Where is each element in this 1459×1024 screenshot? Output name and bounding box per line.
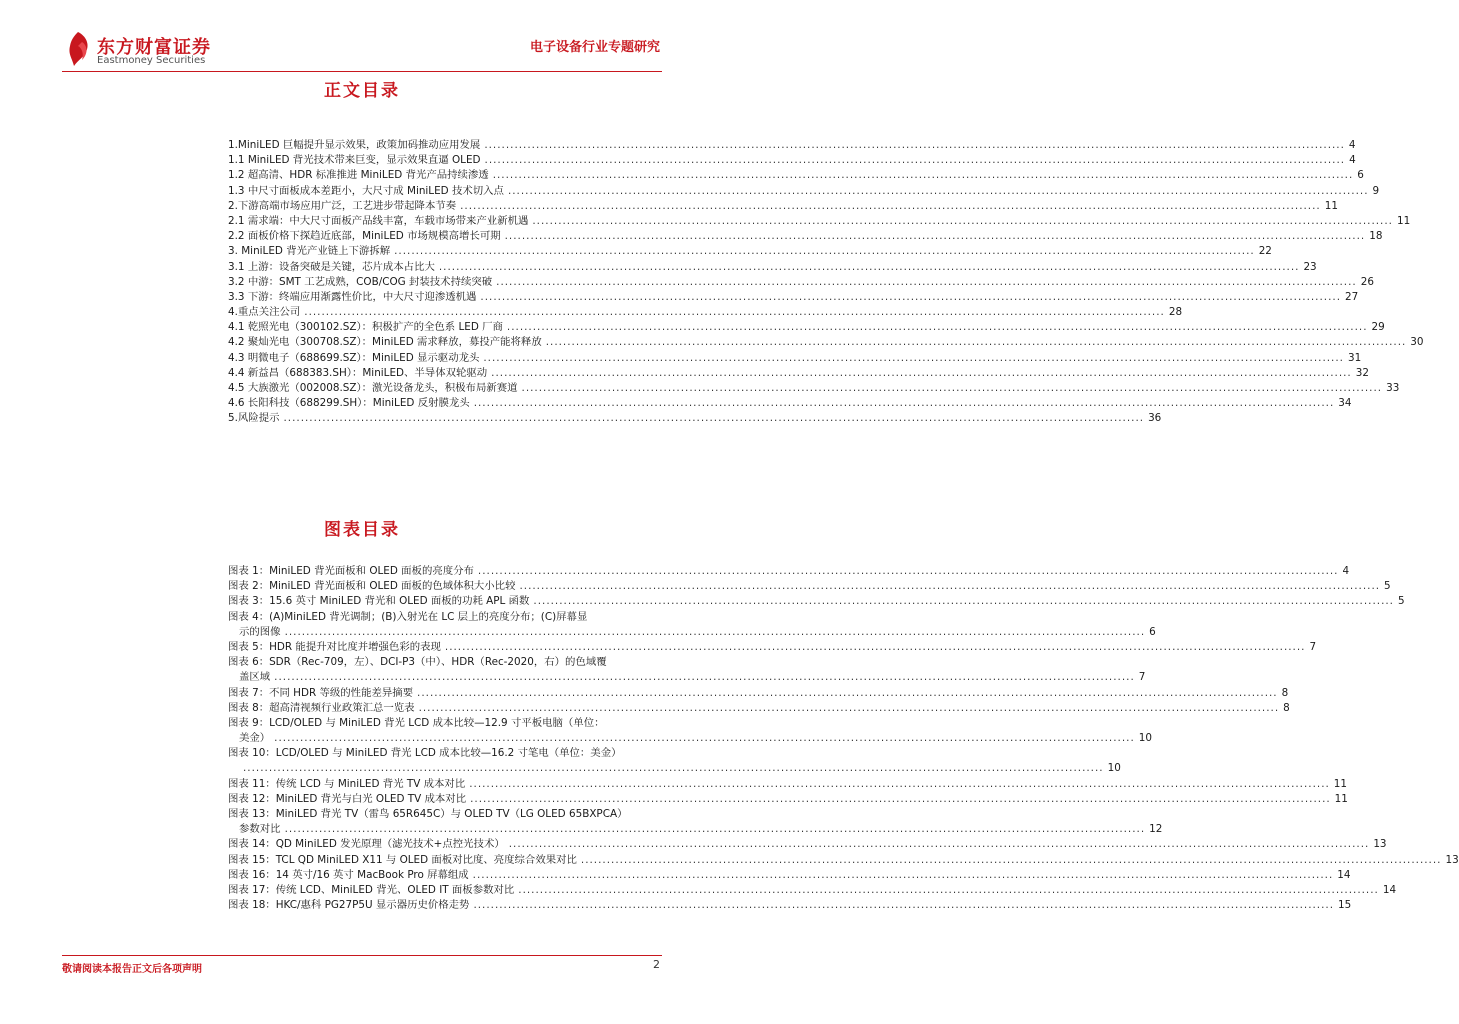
footer-divider: [62, 955, 662, 956]
toc-entry-text: 3. MiniLED 背光产业链上下游拆解: [228, 245, 391, 258]
toc-entry-page: 9: [1372, 184, 1380, 197]
toc-leader-dots: ........................................................................................................................................................................................................: [274, 732, 1135, 745]
toc-entry[interactable]: [228, 564, 1350, 579]
toc-entry[interactable]: [228, 290, 1359, 305]
toc-entry[interactable]: [228, 777, 1348, 792]
toc-entry-text: 4.1 乾照光电（300102.SZ）：积极扩产的全色系 LED 厂商: [228, 321, 503, 334]
toc-entry[interactable]: [228, 396, 1352, 411]
toc-entry-page: 14: [1382, 883, 1397, 896]
toc-entry[interactable]: [228, 837, 1387, 852]
toc-leader-dots: ........................................................................................................................................................................................................: [394, 245, 1255, 258]
toc-leader-dots: ........................................................................................................................................................................................................: [492, 169, 1354, 182]
page-header: [0, 0, 724, 72]
toc-leader-dots: ........................................................................................................................................................................................................: [506, 321, 1368, 334]
toc-entry-text: 图表 15：TCL QD MiniLED X11 与 OLED 面板对比度、亮度综合效果对比: [228, 853, 577, 866]
toc-leader-dots: ........................................................................................................................................................................................................: [473, 397, 1335, 410]
toc-entry-text-cont: 参数对比: [239, 823, 281, 836]
toc-entry-text: 图表 13：MiniLED 背光 TV（雷鸟 65R645C）与 OLED TV（LG OLED 65BXPCA）: [228, 808, 628, 820]
toc-entry-page: 11: [1396, 214, 1411, 227]
toc-entry[interactable]: [228, 351, 1362, 366]
toc-entry[interactable]: [228, 214, 1411, 229]
toc-leader-dots: ........................................................................................................................................................................................................: [473, 899, 1335, 912]
toc-entry[interactable]: [228, 594, 1405, 609]
toc-entry[interactable]: [228, 260, 1317, 275]
toc-entry[interactable]: [228, 746, 1121, 776]
toc-entry-page: 4: [1342, 565, 1350, 577]
toc-leader-dots: ........................................................................................................................................................................................................: [480, 290, 1341, 303]
toc-entry-text: 2.1 需求端：中大尺寸面板产品线丰富，车载市场带来产业新机遇: [228, 214, 529, 227]
toc-leader-dots: ........................................................................................................................................................................................................: [483, 351, 1344, 364]
toc-entry[interactable]: [228, 792, 1348, 807]
toc-entry-text: 4.2 聚灿光电（300708.SZ）：MiniLED 需求释放，募投产能将释放: [228, 336, 542, 349]
toc-entry-continuation: [228, 731, 1152, 746]
toc-entry-page: 10: [1107, 762, 1121, 775]
toc-entry[interactable]: [228, 153, 1356, 168]
toc-entry-text: 2.2 面板价格下探趋近底部，MiniLED 市场规模高增长可期: [228, 230, 501, 243]
toc-entry-text: 图表 9：LCD/OLED 与 MiniLED 背光 LCD 成本比较—12.9 寸平板电脑（单位：: [228, 716, 605, 729]
toc-entry-page: 7: [1309, 640, 1317, 653]
toc-entry-text-cont: 示的图像: [239, 625, 281, 638]
toc-entry[interactable]: [228, 610, 1156, 640]
toc-entry-page: 14: [1337, 868, 1351, 881]
toc-entry-page: 7: [1138, 671, 1146, 684]
toc-leader-dots: ........................................................................................................................................................................................................: [533, 595, 1394, 608]
toc-entry-text: 图表 2：MiniLED 背光面板和 OLED 面板的色域体积大小比较: [228, 580, 516, 593]
brand-name-en: Eastmoney Securities: [97, 55, 206, 66]
toc-entry-page: 18: [1369, 230, 1383, 243]
toc-entry-page: 27: [1345, 290, 1359, 303]
toc-entry[interactable]: [228, 701, 1290, 716]
toc-entry-text: 图表 3：15.6 英寸 MiniLED 背光和 OLED 面板的功耗 APL 函数: [228, 595, 530, 608]
toc-entry-page: 33: [1386, 382, 1400, 394]
toc-leader-dots: ........................................................................................................................................................................................................: [477, 565, 1339, 577]
toc-entry[interactable]: [228, 411, 1162, 426]
toc-entry[interactable]: [228, 883, 1397, 898]
toc-entry-page: 11: [1324, 199, 1338, 212]
toc-entry-page: 12: [1149, 823, 1163, 836]
toc-entry[interactable]: [228, 184, 1380, 199]
brand-name-cn: 东方财富证券: [97, 37, 211, 58]
toc-entry-page: 5: [1384, 580, 1391, 593]
toc-leader-dots: ........................................................................................................................................................................................................: [580, 853, 1442, 866]
toc-leader-dots: ........................................................................................................................................................................................................: [284, 625, 1146, 638]
toc-leader-dots: ........................................................................................................................................................................................................: [469, 777, 1330, 790]
toc-entry-text: 3.1 上游：设备突破是关键，芯片成本占比大: [228, 260, 435, 273]
toc-entry-page: 6: [1149, 625, 1156, 638]
page-number: 2: [653, 958, 660, 971]
toc-entry-text: 4.5 大族激光（002008.SZ）：激光设备龙头，积极布局新赛道: [228, 382, 518, 394]
toc-entry[interactable]: [228, 138, 1356, 153]
toc-entry[interactable]: [228, 320, 1385, 335]
toc-leader-dots: ........................................................................................................................................................................................................: [438, 260, 1300, 273]
toc-entry-page: 32: [1355, 366, 1369, 379]
toc-entry-page: 36: [1148, 412, 1162, 425]
toc-leader-dots: ........................................................................................................................................................................................................: [484, 154, 1346, 167]
toc-entry-page: 11: [1333, 777, 1348, 790]
toc-leader-dots: ........................................................................................................................................................................................................: [504, 230, 1366, 243]
toc-entry-text: 图表 7：不同 HDR 等级的性能差异摘要: [228, 686, 414, 699]
toc-leader-dots: ........................................................................................................................................................................................................: [460, 199, 1321, 212]
toc-entry[interactable]: [228, 716, 1152, 746]
toc-entry-text: 4.重点关注公司: [228, 306, 301, 319]
toc-entry[interactable]: [228, 807, 1163, 837]
toc-entry-text: 1.MiniLED 巨幅提升显示效果，政策加码推动应用发展: [228, 139, 481, 151]
toc-entry[interactable]: [228, 853, 1459, 868]
toc-entry[interactable]: [228, 381, 1400, 396]
toc-leader-dots: ........................................................................................................................................................................................................: [417, 686, 1278, 699]
toc-entry-text: 1.2 超高清、HDR 标准推进 MiniLED 背光产品持续渗透: [228, 169, 489, 182]
toc-leader-dots: ........................................................................................................................................................................................................: [545, 336, 1407, 349]
toc-leader-dots: ........................................................................................................................................................................................................: [470, 792, 1331, 805]
toc-leader-dots: ........................................................................................................................................................................................................: [508, 838, 1370, 851]
toc-entry-page: 31: [1347, 351, 1362, 364]
toc-entry-text: 图表 1：MiniLED 背光面板和 OLED 面板的亮度分布: [228, 565, 474, 577]
toc-entry-text: 图表 12：MiniLED 背光与白光 OLED TV 成本对比: [228, 792, 467, 805]
toc-entry[interactable]: [228, 305, 1183, 320]
toc-entry-text-cont: 美金）: [239, 732, 271, 745]
toc-entry-text: 4.6 长阳科技（688299.SH）：MiniLED 反射膜龙头: [228, 397, 470, 410]
toc-entry[interactable]: [228, 366, 1369, 381]
toc-entry[interactable]: [228, 898, 1352, 913]
toc-entry-text: 图表 17：传统 LCD、MiniLED 背光、OLED IT 面板参数对比: [228, 883, 515, 896]
toc-entry-text: 图表 5：HDR 能提升对比度并增强色彩的表现: [228, 640, 441, 653]
toc-leader-dots: ........................................................................................................................................................................................................: [418, 701, 1280, 714]
report-type: 电子设备行业专题研究: [529, 40, 660, 55]
toc-entry-continuation: [228, 761, 1121, 776]
toc-entry[interactable]: [228, 868, 1351, 883]
contents-title: 正文目录: [324, 81, 400, 101]
toc-leader-dots: ........................................................................................................................................................................................................: [304, 306, 1165, 319]
toc-entry-page: 23: [1303, 260, 1317, 273]
toc-entry-page: 4: [1348, 139, 1356, 151]
toc-leader-dots: ........................................................................................................................................................................................................: [518, 883, 1379, 896]
toc-entry-page: 29: [1371, 321, 1385, 334]
toc-entry[interactable]: [228, 168, 1364, 183]
toc-entry-page: 28: [1168, 306, 1183, 319]
toc-entry-text: 图表 4：(A)MiniLED 背光调制；(B)入射光在 LC 层上的亮度分布；(C)屏幕显: [228, 610, 588, 623]
toc-leader-dots: ........................................................................................................................................................................................................: [521, 382, 1383, 394]
toc-entry-text: 1.3 中尺寸面板成本差距小，大尺寸成 MiniLED 技术切入点: [228, 184, 504, 197]
toc-entry-page: 8: [1281, 686, 1289, 699]
toc-entry-page: 13: [1445, 853, 1459, 866]
toc-entry-text: 2.下游高端市场应用广泛，工艺进步带起降本节奏: [228, 199, 457, 212]
toc-entry-text: 4.4 新益昌（688383.SH）：MiniLED、半导体双轮驱动: [228, 366, 488, 379]
toc-entry-text: 3.3 下游：终端应用渐露性价比，中大尺寸迎渗透机遇: [228, 290, 477, 303]
toc-leader-dots: ........................................................................................................................................................................................................: [532, 214, 1393, 227]
toc-leader-dots: ........................................................................................................................................................................................................: [496, 275, 1357, 288]
header-divider: [62, 71, 662, 72]
toc-entry[interactable]: [228, 640, 1317, 655]
toc-entry-text: 1.1 MiniLED 背光技术带来巨变，显示效果直逼 OLED: [228, 154, 481, 167]
eastmoney-logo-icon: [62, 30, 94, 68]
figures-title: 图表目录: [324, 520, 400, 540]
toc-entry-text: 图表 16：14 英寸/16 英寸 MacBook Pro 屏幕组成: [228, 868, 469, 881]
toc-entry-page: 10: [1138, 732, 1152, 745]
toc-leader-dots: ........................................................................................................................................................................................................: [472, 868, 1334, 881]
toc-entry-text: 图表 6：SDR（Rec-709，左）、DCI-P3（中）、HDR（Rec-2020，右）的色域覆: [228, 656, 607, 669]
toc-entry[interactable]: [228, 335, 1424, 350]
toc-entry[interactable]: [228, 275, 1374, 290]
toc-entry-page: 15: [1338, 899, 1352, 912]
toc-entry-continuation: [228, 625, 1156, 640]
toc-entry-text-cont: 盖区域: [239, 671, 271, 684]
toc-entry-page: 22: [1258, 245, 1272, 258]
toc-entry-page: 26: [1360, 275, 1374, 288]
toc-entry[interactable]: [228, 686, 1289, 701]
toc-entry-page: 13: [1373, 838, 1387, 851]
toc-entry-text: 图表 11：传统 LCD 与 MiniLED 背光 TV 成本对比: [228, 777, 466, 790]
toc-leader-dots: ........................................................................................................................................................................................................: [484, 139, 1345, 151]
toc-entry-page: 34: [1338, 397, 1352, 410]
toc-entry-text: 4.3 明微电子（688699.SZ）：MiniLED 显示驱动龙头: [228, 351, 480, 364]
toc-entry[interactable]: [228, 579, 1391, 594]
toc-entry-page: 8: [1283, 701, 1290, 714]
toc-leader-dots: ........................................................................................................................................................................................................: [284, 823, 1146, 836]
toc-entry-page: 11: [1334, 792, 1348, 805]
toc-leader-dots: ........................................................................................................................................................................................................: [507, 184, 1369, 197]
toc-entry-text: 图表 8：超高清视频行业政策汇总一览表: [228, 701, 415, 714]
figures-list: [228, 564, 1459, 913]
toc-entry-text: 图表 18：HKC/惠科 PG27P5U 显示器历史价格走势: [228, 899, 470, 912]
toc-entry[interactable]: [228, 244, 1272, 259]
toc-entry-continuation: [228, 670, 1146, 685]
toc-leader-dots: ........................................................................................................................................................................................................: [491, 366, 1352, 379]
toc-leader-dots: ........................................................................................................................................................................................................: [283, 412, 1145, 425]
toc-entry-page: 6: [1357, 169, 1364, 182]
toc-entry-page: 30: [1410, 336, 1424, 349]
toc-entry-page: 4: [1349, 154, 1356, 167]
toc-entry-text: 图表 10：LCD/OLED 与 MiniLED 背光 LCD 成本比较—16.2 寸笔电（单位：美金）: [228, 747, 622, 760]
contents-list: [228, 138, 1424, 427]
toc-leader-dots: ........................................................................................................................................................................................................: [444, 640, 1306, 653]
toc-leader-dots: ........................................................................................................................................................................................................: [243, 762, 1104, 775]
toc-leader-dots: ........................................................................................................................................................................................................: [519, 580, 1381, 593]
toc-entry[interactable]: [228, 229, 1383, 244]
toc-entry[interactable]: [228, 199, 1338, 214]
toc-entry-continuation: [228, 822, 1163, 837]
toc-entry[interactable]: [228, 655, 1146, 685]
disclaimer: 敬请阅读本报告正文后各项声明: [62, 964, 202, 975]
toc-entry-page: 5: [1397, 595, 1405, 608]
toc-leader-dots: ........................................................................................................................................................................................................: [274, 671, 1135, 684]
toc-entry-text: 5.风险提示: [228, 412, 280, 425]
toc-entry-text: 图表 14：QD MiniLED 发光原理（滤光技术+点控光技术）: [228, 838, 505, 851]
toc-entry-text: 3.2 中游：SMT 工艺成熟，COB/COG 封装技术持续突破: [228, 275, 493, 288]
